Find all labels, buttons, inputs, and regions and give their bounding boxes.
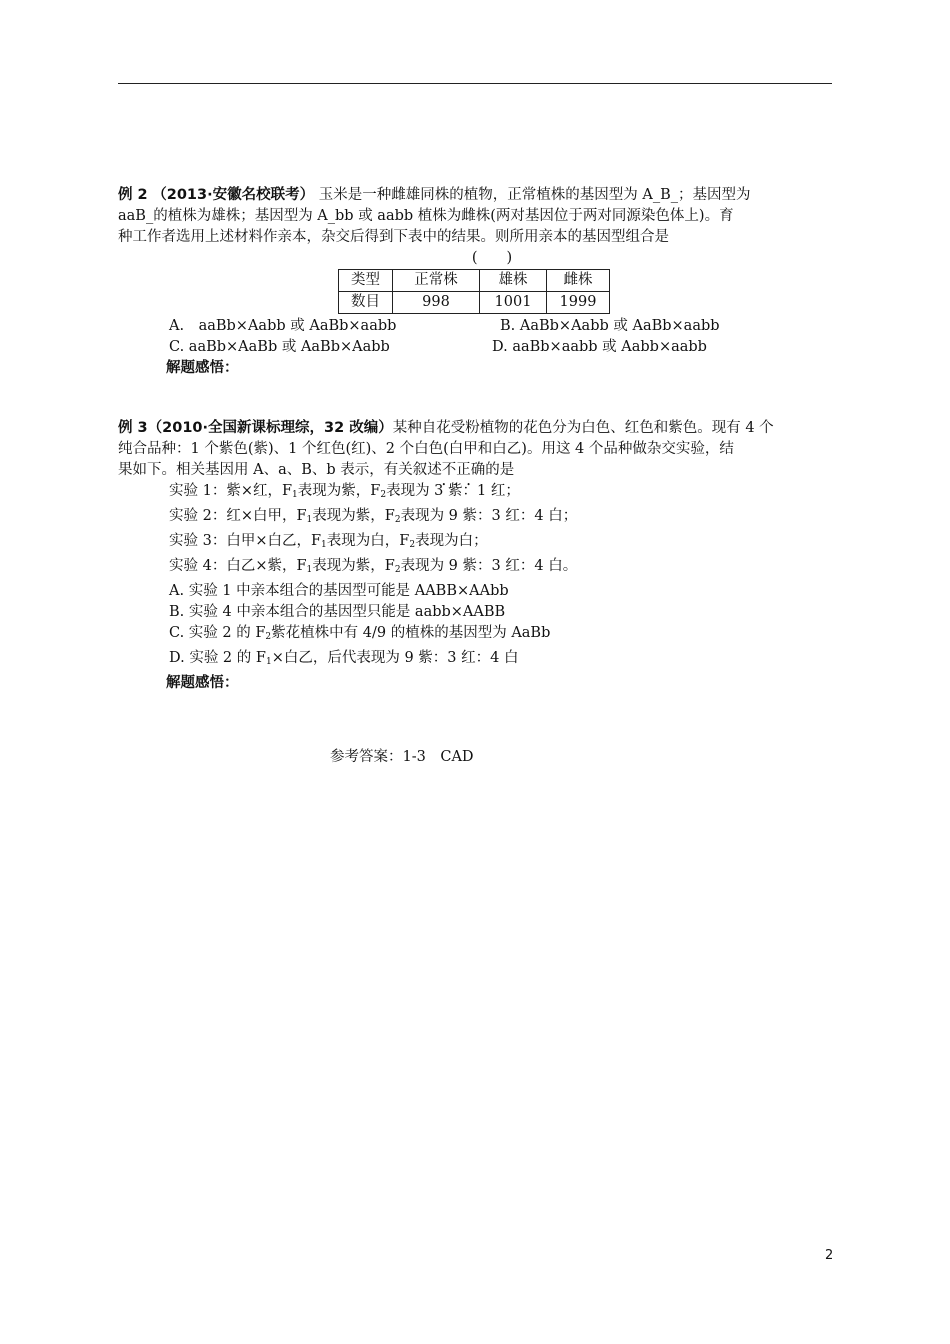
ex2-option-b: B. AaBb×Aabb 或 AaBb×aabb bbox=[500, 318, 720, 334]
ex3-option-d bbox=[118, 648, 834, 673]
ex3-option-b: B. 实验 4 中亲本组合的基因型只能是 aabb×AABB bbox=[169, 604, 506, 620]
ex2-option-d: D. aaBb×aabb 或 Aabb×aabb bbox=[492, 339, 707, 355]
ex3-text-1: 某种自花受粉植物的花色分为白色、红色和紫色。现有 4 个 bbox=[392, 420, 774, 436]
exp-text: 实验 2：红×白甲，F bbox=[169, 508, 307, 524]
ex3-line-1 bbox=[118, 418, 834, 439]
exp-text: 实验 1：紫×红，F bbox=[169, 483, 293, 499]
table-cell: 类型 bbox=[339, 270, 393, 292]
subscript: 2 bbox=[409, 540, 416, 550]
ex3-experiment-4 bbox=[118, 556, 834, 581]
table-cell: 998 bbox=[393, 292, 480, 314]
ex3-line-2: 纯合品种：1 个紫色(紫)、1 个红色(红)、2 个白色(白甲和白乙)。用这 4 个品种做杂交实验，结 bbox=[118, 441, 734, 457]
ex3-source: （2010·全国新课标理综，32 改编） bbox=[147, 420, 393, 436]
ex2-label: 例 2 bbox=[118, 187, 148, 203]
ex2-options-cd bbox=[118, 337, 834, 358]
ex3-text-3b: 的是 bbox=[485, 462, 515, 478]
page-number: 2 bbox=[825, 1248, 834, 1263]
subscript: 1 bbox=[321, 540, 327, 550]
subscript: 1 bbox=[265, 657, 272, 667]
exp-text: 表现为白，F bbox=[326, 533, 410, 549]
ex2-source: （2013·安徽名校联考） bbox=[152, 187, 315, 203]
ex2-paren: ( ) bbox=[471, 250, 513, 266]
subscript: 2 bbox=[265, 632, 272, 642]
subscript: 2 bbox=[394, 515, 401, 525]
ex3-text-3a: 果如下。相关基因用 A、a、B、b 表示，有关叙述 bbox=[118, 462, 442, 478]
emphasis-dots: 不正确 • • • bbox=[442, 462, 486, 478]
subscript: 2 bbox=[394, 565, 401, 575]
option-text: 紫花植株中有 4/9 的植株的基因型为 AaBb bbox=[271, 625, 551, 641]
ex2-result-table bbox=[338, 269, 610, 314]
exp-text: 表现为紫，F bbox=[297, 483, 381, 499]
exp-text: 表现为 9 紫：3 红：4 白。 bbox=[400, 558, 578, 574]
subscript: 2 bbox=[380, 490, 387, 500]
table-cell: 1001 bbox=[480, 292, 547, 314]
exp-text: 表现为 9 紫：3 红：4 白； bbox=[400, 508, 578, 524]
ex2-line-2: aaB_的植株为雄株；基因型为 A_bb 或 aabb 植株为雌株(两对基因位于两对同源染色体上)。育 bbox=[118, 208, 734, 224]
exp-text: 表现为白； bbox=[415, 533, 488, 549]
ex2-line-1 bbox=[118, 185, 834, 206]
table-cell: 雄株 bbox=[480, 270, 547, 292]
ex3-insight: 解题感悟： bbox=[166, 675, 239, 691]
ex2-line-3: 种工作者选用上述材料作亲本，杂交后得到下表中的结果。则所用亲本的基因型组合是 bbox=[118, 229, 669, 245]
ex2-text-1: 玉米是一种雌雄同株的植物，正常植株的基因型为 A_B_；基因型为 bbox=[318, 187, 751, 203]
ex2-options-ab bbox=[118, 316, 834, 337]
ex3-option-c bbox=[118, 623, 834, 648]
table-cell: 正常株 bbox=[393, 270, 480, 292]
subscript: 1 bbox=[306, 565, 313, 575]
exp-text: 表现为紫，F bbox=[312, 558, 395, 574]
exp-text: 表现为 3 紫：1 红； bbox=[386, 483, 520, 499]
example-3 bbox=[118, 418, 834, 694]
table-cell: 数目 bbox=[339, 292, 393, 314]
ex3-experiment-2 bbox=[118, 506, 834, 531]
ex2-option-a: A. aaBb×Aabb 或 AaBb×aabb bbox=[169, 318, 397, 334]
exp-text: 表现为紫，F bbox=[312, 508, 395, 524]
option-text: D. 实验 2 的 F bbox=[169, 650, 266, 666]
ex3-line-3 bbox=[118, 460, 834, 481]
ex3-label: 例 3 bbox=[118, 420, 148, 436]
option-text: ×白乙，后代表现为 9 紫：3 红：4 白 bbox=[271, 650, 519, 666]
ex2-option-c: C. aaBb×AaBb 或 AaBb×Aabb bbox=[169, 339, 390, 355]
subscript: 1 bbox=[292, 490, 298, 500]
example-2 bbox=[118, 185, 834, 379]
header-rule bbox=[118, 83, 832, 84]
ex3-experiment-3 bbox=[118, 531, 834, 556]
answer-key: 参考答案：1-3 CAD bbox=[330, 749, 474, 765]
table-cell: 雌株 bbox=[547, 270, 610, 292]
table-row bbox=[339, 292, 610, 314]
subscript: 1 bbox=[306, 515, 313, 525]
ex3-experiment-1 bbox=[118, 481, 834, 506]
table-row bbox=[339, 270, 610, 292]
ex2-insight: 解题感悟： bbox=[166, 360, 239, 376]
exp-text: 实验 3：白甲×白乙，F bbox=[169, 533, 322, 549]
exp-text: 实验 4：白乙×紫，F bbox=[169, 558, 307, 574]
table-cell: 1999 bbox=[547, 292, 610, 314]
option-text: C. 实验 2 的 F bbox=[169, 625, 266, 641]
ex3-option-a: A. 实验 1 中亲本组合的基因型可能是 AABB×AAbb bbox=[169, 583, 509, 599]
